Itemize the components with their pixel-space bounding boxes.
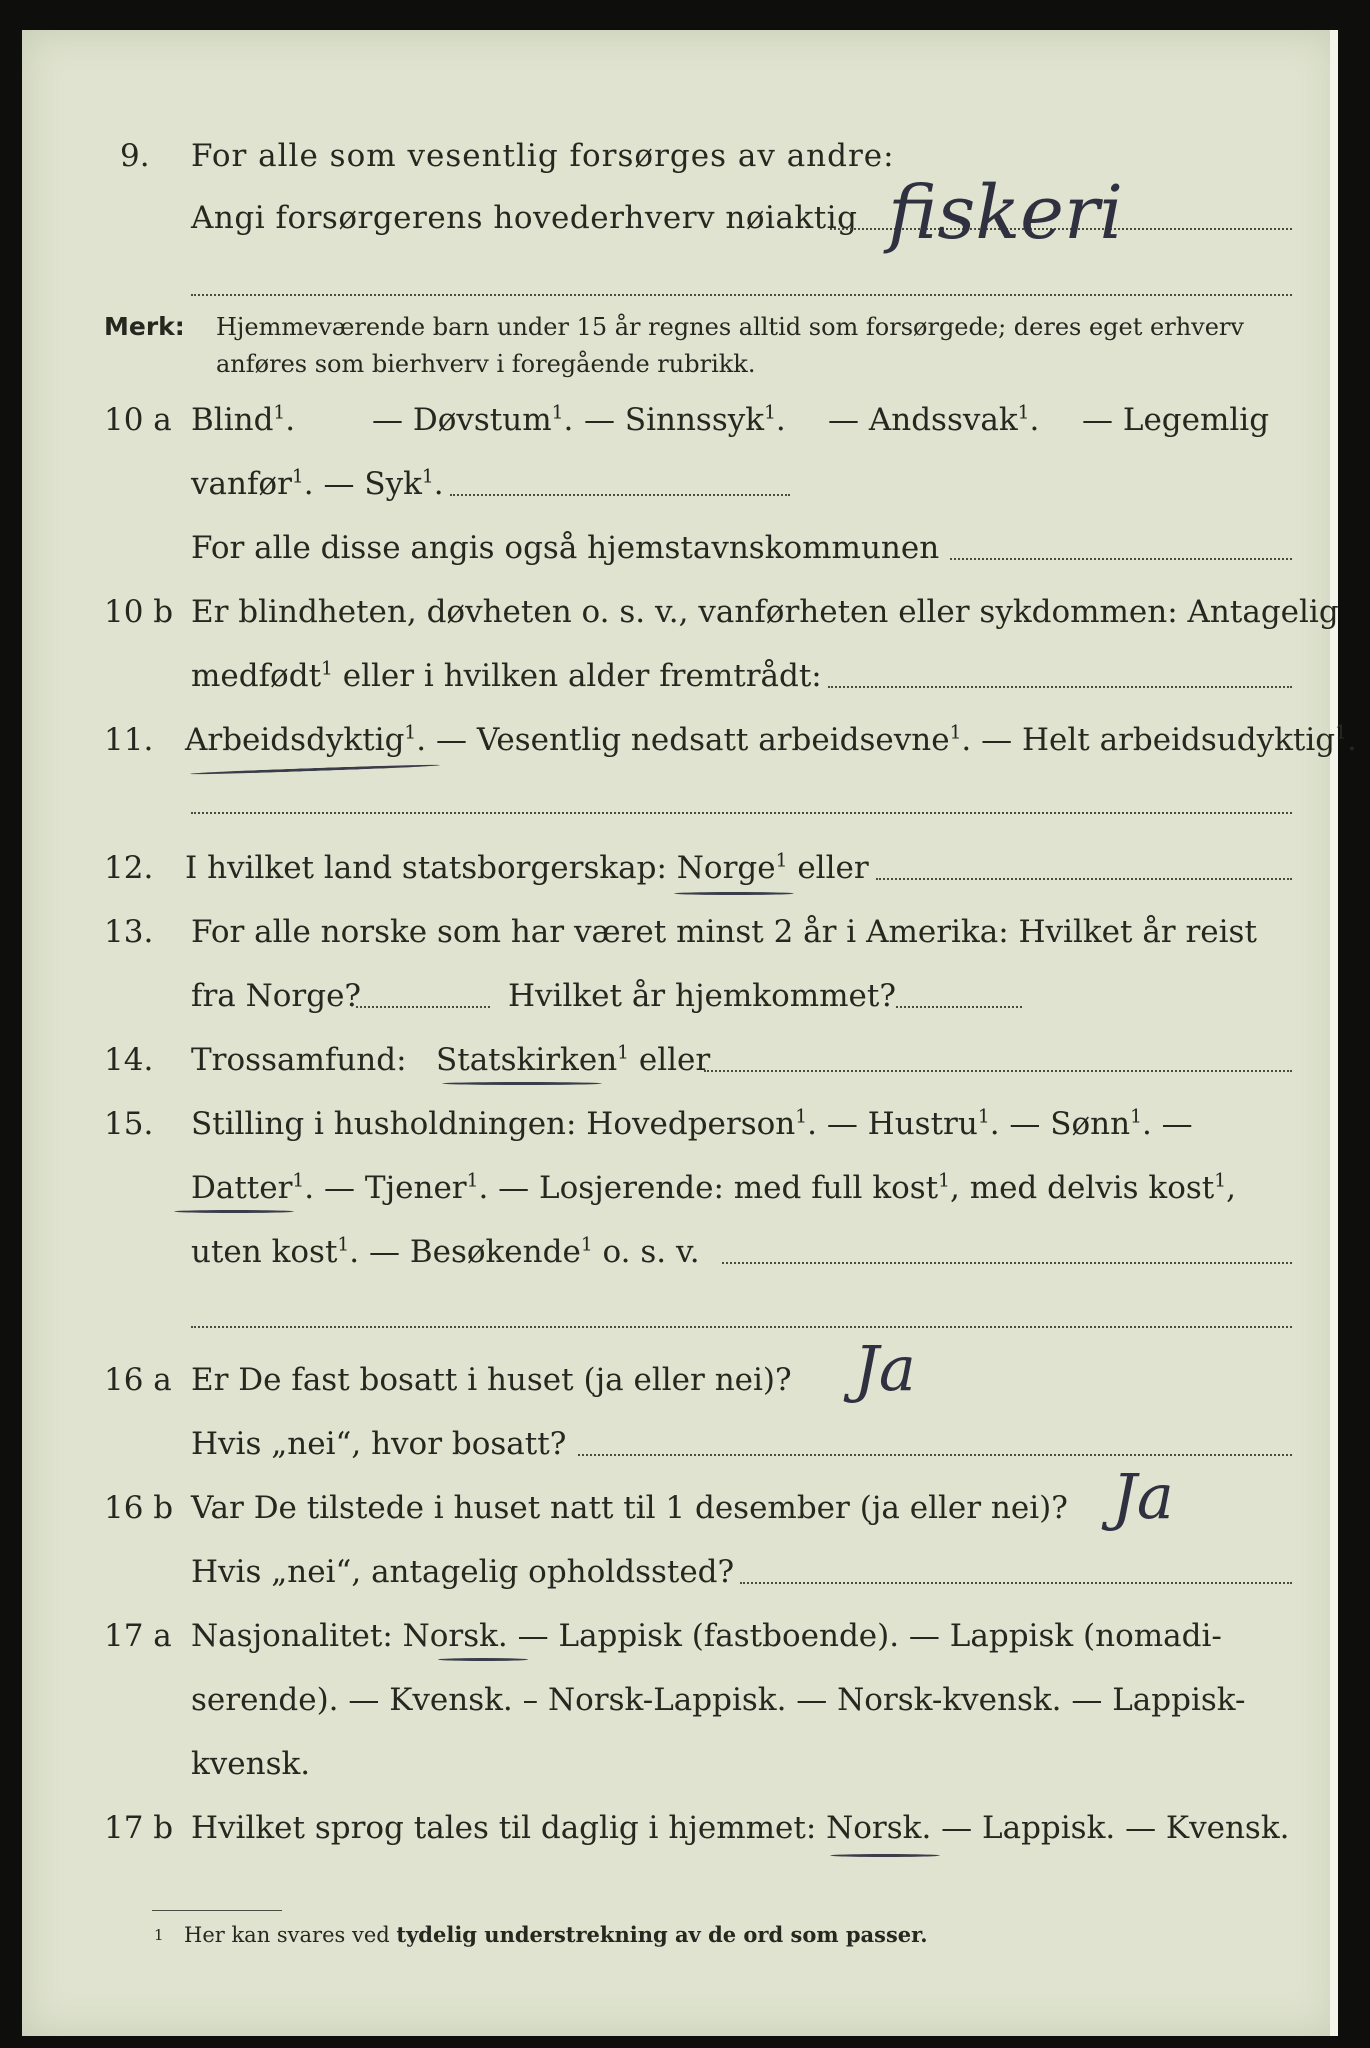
q17a-line1: Nasjonalitet: Norsk. — Lappisk (fastboende). — Lappisk (nomadi- (191, 1618, 1222, 1654)
q16b-number: 16 b (104, 1490, 174, 1526)
q16a-handwritten-answer: Ja (854, 1332, 916, 1405)
q10a-number: 10 a (104, 402, 172, 438)
q16a-number: 16 a (104, 1362, 172, 1398)
footnote-text: Her kan svares ved tydelig understrekning av de ord som passer. (184, 1922, 928, 1947)
q13-number: 13. (104, 914, 154, 950)
q10a-andssvak: — Andssvak$^1$. (828, 402, 1040, 438)
q9-number: 9. (120, 138, 150, 174)
q14-answer-line (704, 1070, 1292, 1072)
q17a-number: 17 a (104, 1618, 172, 1654)
q9-line1: For alle som vesentlig forsørges av andre: (191, 138, 895, 174)
q16b-line2: Hvis „nei“, antagelig opholdssted? (191, 1554, 735, 1590)
q9-line2: Angi forsørgerens hovederhverv nøiaktig (191, 200, 858, 236)
q14-statskirken-underline (442, 1082, 602, 1085)
q15-blank-line (191, 1326, 1292, 1328)
merk-line1: Hjemmeværende barn under 15 år regnes alltid som forsørgede; deres eget erhverv (216, 313, 1244, 341)
q17a-line2: serende). — Kvensk. – Norsk-Lappisk. — Norsk-kvensk. — Lappisk- (191, 1682, 1246, 1718)
q10a-line2: vanfør$^1$. — Syk$^1$. (191, 466, 444, 502)
footnote-mark: 1 (154, 1926, 164, 1944)
merk-label: Merk: (104, 312, 185, 341)
q13-line2a: fra Norge? (191, 978, 362, 1014)
footnote-separator (152, 1910, 282, 1911)
q15-line2: Datter$^1$. — Tjener$^1$. — Losjerende: med full kost$^1$, med delvis kost$^1$, (191, 1170, 1236, 1206)
q10a-dovstum: — Døvstum$^1$. (372, 402, 574, 438)
q17b-norsk-underline (830, 1854, 940, 1857)
q16a-bosatt-line (578, 1454, 1292, 1456)
q10a-line3: For alle disse angis også hjemstavnskommunen (191, 530, 940, 566)
q15-line3: uten kost$^1$. — Besøkende$^1$ o. s. v. (191, 1234, 700, 1270)
q17a-line3: kvensk. (191, 1746, 311, 1782)
q10a-hjemstavn-line (950, 558, 1292, 560)
q12-norge-underline (674, 892, 794, 895)
merk-line2: anføres som bierhverv i foregående rubrikk. (216, 350, 756, 378)
q10b-line1: Er blindheten, døvheten o. s. v., vanførheten eller sykdommen: Antagelig (191, 594, 1339, 630)
q15-number: 15. (104, 1106, 154, 1142)
page-edge (1330, 30, 1338, 2036)
q10a-syk-line (450, 494, 790, 496)
q11-number: 11. (104, 722, 154, 758)
q11-blank-line (191, 812, 1292, 814)
q17b-line: Hvilket sprog tales til daglig i hjemmet: Norsk. — Lappisk. — Kvensk. (191, 1810, 1290, 1846)
q10a-line1: Blind$^1$. (191, 402, 296, 438)
q14-statskirken: Statskirken$^1$ eller (436, 1042, 711, 1078)
q16b-line1: Var De tilstede i huset natt til 1 desember (ja eller nei)? (191, 1490, 1068, 1526)
q10a-sinnssyk: — Sinnssyk$^1$. (584, 402, 786, 438)
census-form-page (22, 30, 1357, 2036)
q16a-line2: Hvis „nei“, hvor bosatt? (191, 1426, 567, 1462)
q10a-legemlig: — Legemlig (1082, 402, 1270, 438)
q15-line1: Stilling i husholdningen: Hovedperson$^1$. — Hustru$^1$. — Sønn$^1$. — (191, 1106, 1193, 1142)
q14-number: 14. (104, 1042, 154, 1078)
q15-answer-line (722, 1262, 1292, 1264)
q17a-norsk-underline (438, 1658, 528, 1661)
q12-line: I hvilket land statsborgerskap: Norge$^1$ eller (185, 850, 869, 886)
q15-datter-underline (174, 1210, 294, 1213)
q14-label: Trossamfund: (191, 1042, 407, 1078)
q9-blank-line (191, 294, 1292, 296)
q12-number: 12. (104, 850, 154, 886)
q16b-handwritten-answer: Ja (1112, 1460, 1174, 1533)
q17b-number: 17 b (104, 1810, 174, 1846)
q10b-number: 10 b (104, 594, 174, 630)
q10b-age-line (828, 686, 1292, 688)
q13-line1: For alle norske som har været minst 2 år i Amerika: Hvilket år reist (191, 914, 1257, 950)
q13-line2b: Hvilket år hjemkommet? (508, 978, 896, 1014)
q11-line: Arbeidsdyktig$^1$. — Vesentlig nedsatt arbeidsevne$^1$. — Helt arbeidsudyktig$^1$. (185, 722, 1357, 758)
q13-reist-line (356, 1006, 490, 1008)
q16a-line1: Er De fast bosatt i huset (ja eller nei)? (191, 1362, 792, 1398)
q11-handwritten-underline (190, 764, 440, 776)
q10b-line2: medfødt$^1$ eller i hvilken alder fremtrådt: (191, 658, 822, 694)
q16b-opholdssted-line (740, 1582, 1292, 1584)
q12-answer-line (876, 878, 1292, 880)
q9-handwritten-answer: fiskeri (888, 170, 1124, 256)
q13-hjemkommet-line (896, 1006, 1022, 1008)
